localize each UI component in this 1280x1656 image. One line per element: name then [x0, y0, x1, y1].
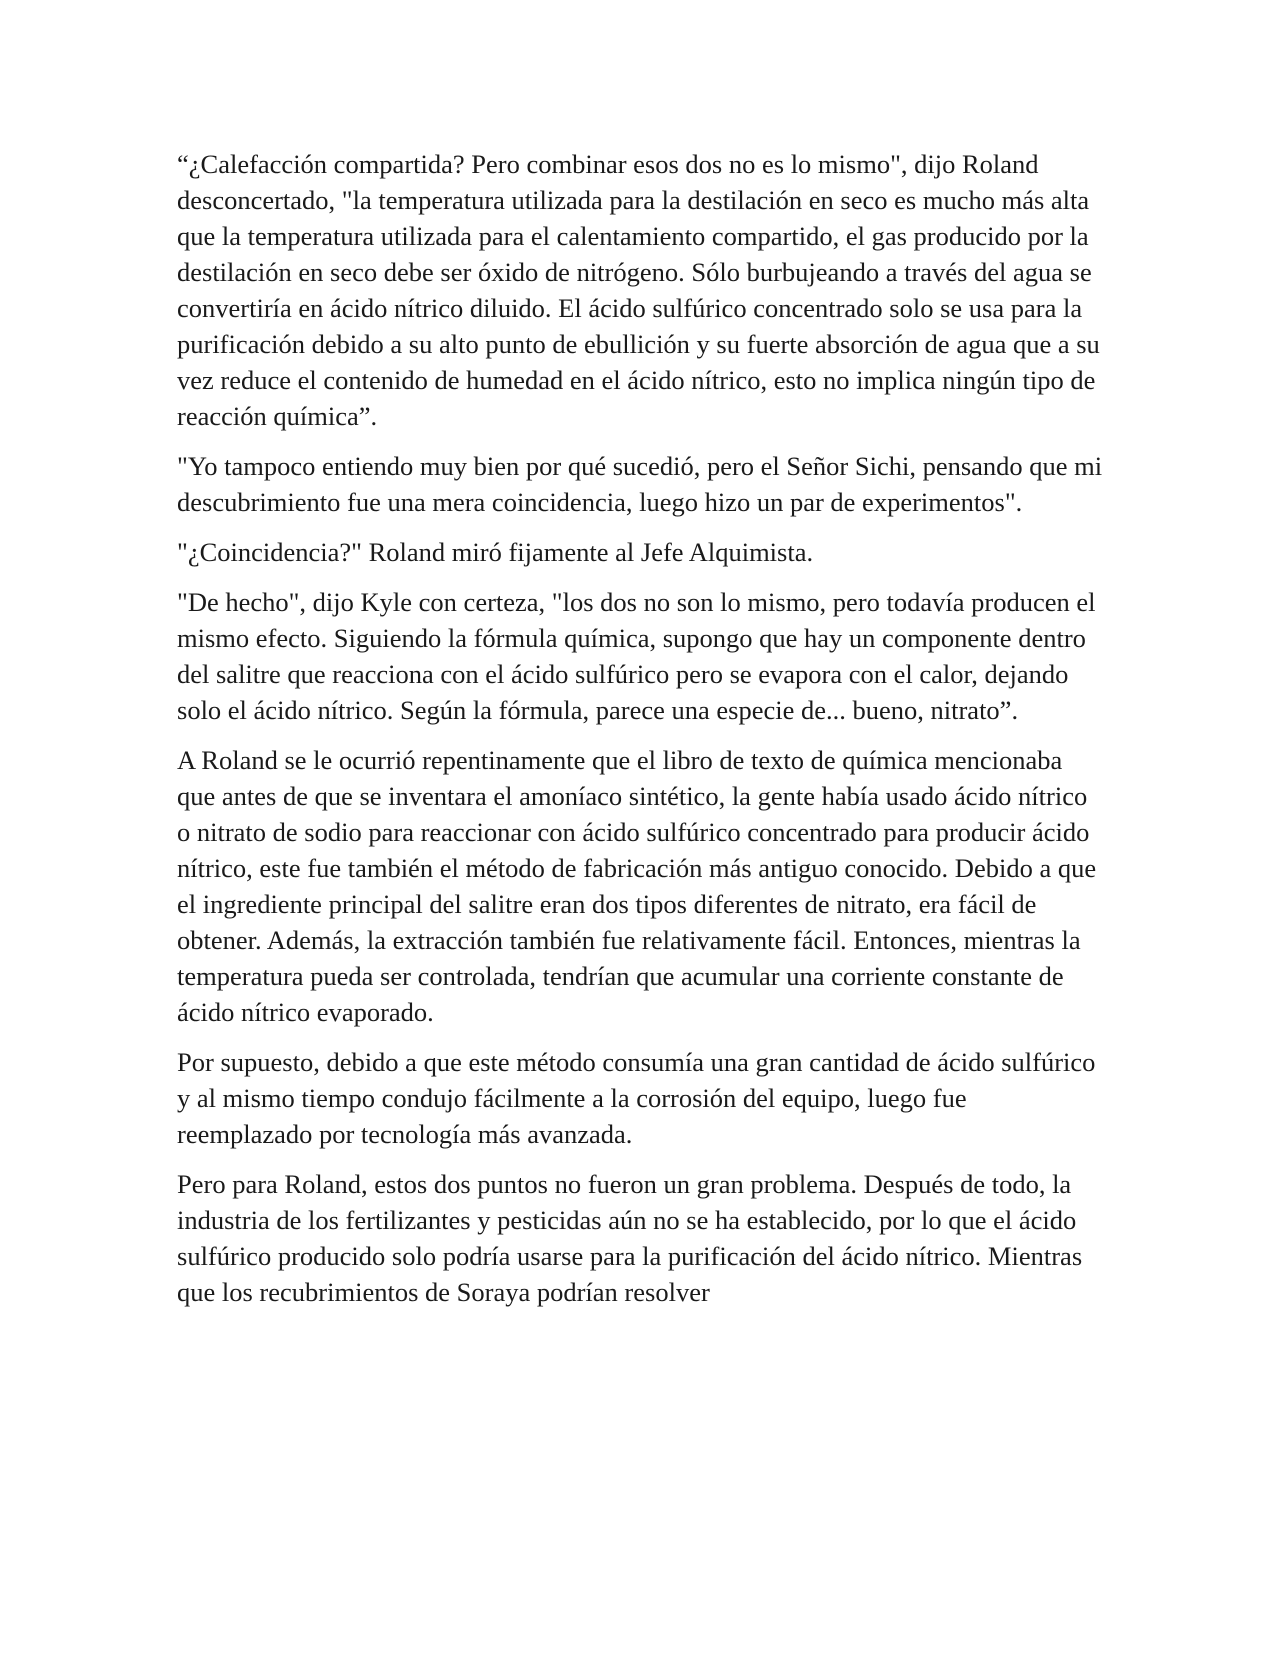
- paragraph-4: "De hecho", dijo Kyle con certeza, "los dos no son lo mismo, pero todavía producen el mismo efecto. Siguiendo la fórmula química, supongo que hay un componente dentro del salitre que reacciona con el ácido sulfúrico pero se evapora con el calor, dejando solo el ácido nítrico. Según la fórmula, parece una especie de... bueno, nitrato”.: [177, 587, 1096, 725]
- paragraph-6: Por supuesto, debido a que este método consumía una gran cantidad de ácido sulfúrico y al mismo tiempo condujo fácilmente a la corrosión del equipo, luego fue reemplazado por tecnología más avanzada.: [177, 1047, 1096, 1149]
- body-text: [177, 146, 1107, 1310]
- paragraph-1: “¿Calefacción compartida? Pero combinar esos dos no es lo mismo", dijo Roland desconcertado, "la temperatura utilizada para la destilación en seco es mucho más alta que la temperatura utilizada para el calentamiento compartido, el gas producido por la destilación en seco debe ser óxido de nitrógeno. Sólo burbujeando a través del agua se convertiría en ácido nítrico diluido. El ácido sulfúrico concentrado solo se usa para la purificación debido a su alto punto de ebullición y su fuerte absorción de agua que a su vez reduce el contenido de humedad en el ácido nítrico, esto no implica ningún tipo de reacción química”.: [177, 149, 1100, 431]
- paragraph-3: "¿Coincidencia?" Roland miró fijamente al Jefe Alquimista.: [177, 537, 814, 567]
- paragraph-5: A Roland se le ocurrió repentinamente que el libro de texto de química mencionaba que antes de que se inventara el amoníaco sintético, la gente había usado ácido nítrico o nitrato de sodio para reaccionar con ácido sulfúrico concentrado para producir ácido nítrico, este fue también el método de fabricación más antiguo conocido. Debido a que el ingrediente principal del salitre eran dos tipos diferentes de nitrato, era fácil de obtener. Además, la extracción también fue relativamente fácil. Entonces, mientras la temperatura pueda ser controlada, tendrían que acumular una corriente constante de ácido nítrico evaporado.: [177, 745, 1097, 1027]
- paragraph-7: Pero para Roland, estos dos puntos no fueron un gran problema. Después de todo, la industria de los fertilizantes y pesticidas aún no se ha establecido, por lo que el ácido sulfúrico producido solo podría usarse para la purificación del ácido nítrico. Mientras que los recubrimientos de Soraya podrían resolver: [177, 1169, 1083, 1307]
- paragraph-2: "Yo tampoco entiendo muy bien por qué sucedió, pero el Señor Sichi, pensando que mi descubrimiento fue una mera coincidencia, luego hizo un par de experimentos".: [177, 451, 1103, 517]
